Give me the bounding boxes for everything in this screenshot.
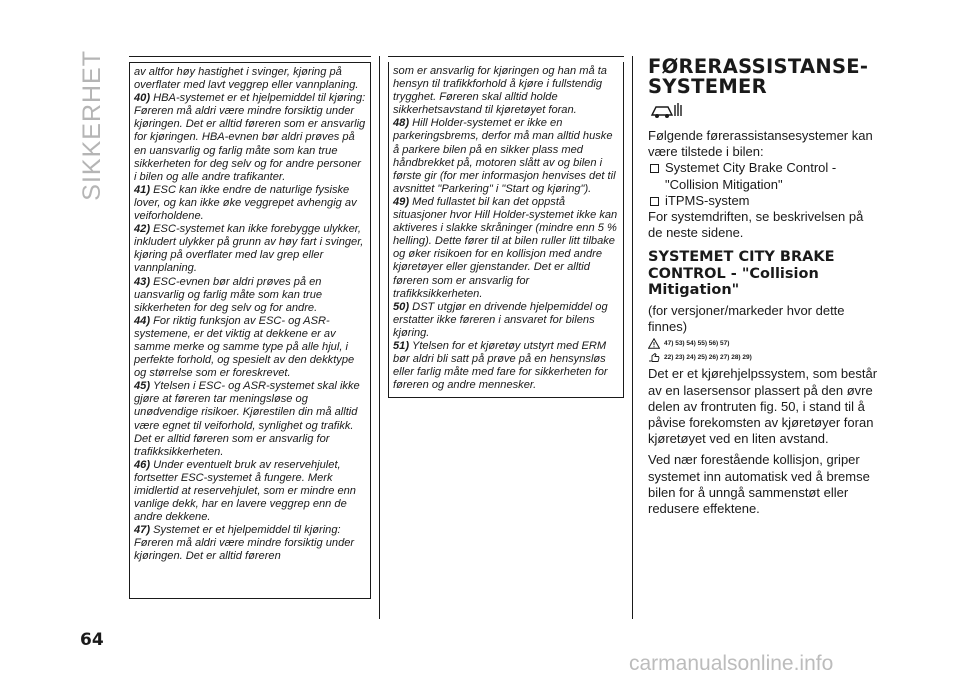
warning-text: av altfor høy hastighet i svinger, kjøring på overflater med lavt veggrep eller vannplaning. <box>134 66 359 92</box>
warning-item <box>393 301 619 340</box>
warning-text: HBA-systemet er et hjelpemiddel til kjøring: Føreren må aldri være mindre forsiktig under kjøringen. Det er alltid føreren som er ansvarlig for kjøringen. HBA-evnen bør aldri prøves på en uansvarlig og farlig måte som kan true sikkerheten for deg selv og for andre personer i bilen og alle andre trafikanter. <box>134 92 366 183</box>
main-column <box>648 57 880 517</box>
warning-item <box>134 276 366 315</box>
warning-number: 48) <box>393 117 410 130</box>
top-rule-col2 <box>388 56 624 57</box>
note-references: 22) 23) 24) 25) 26) 27) 28) 29) <box>664 354 752 362</box>
bullet-item: Systemet City Brake Control - "Collision Mitigation" <box>648 160 880 192</box>
page-number: 64 <box>80 630 104 650</box>
warning-item <box>134 459 366 524</box>
bullet-item: iTPMS-system <box>648 193 880 209</box>
warning-number: 41) <box>134 183 151 196</box>
warning-refs-row <box>648 338 880 349</box>
availability-note: (for versjoner/markeder hvor dette finnes) <box>648 302 845 335</box>
watermark: carmanualsonline.info <box>629 652 834 675</box>
warning-text: Systemet er et hjelpemiddel til kjøring: Føreren må aldri være mindre forsiktig under kjøringen. Det er alltid føreren <box>134 524 355 563</box>
warning-number: 47) <box>134 524 151 537</box>
warning-triangle-icon <box>648 338 660 349</box>
description-text: For systemdriften, se beskrivelsen på de neste sidene. <box>648 209 864 241</box>
warning-number: 44) <box>134 314 151 327</box>
system-description: Det er et kjørehjelpssystem, som består av en lasersensor plassert på den øvre delen av frontruten fig. 50, i stand til å påvise forekomsten av kjøretøyer foran kjøretøyet ved en liten avstand. <box>648 366 878 447</box>
warning-item <box>393 340 619 392</box>
warning-text: Hill Holder-systemet er ikke en parkeringsbrems, derfor må man alltid huske å parkere bilen på en sikker plass med håndbrekket på, motoren slått av og bilen i første gir (for mer informasjon henvises det til avsnittet "Parkering" i "Start og kjøring"). <box>393 117 616 195</box>
warning-item <box>134 380 366 459</box>
intro-text: Følgende førerassistansesystemer kan være tilstede i bilen: <box>648 128 873 160</box>
warning-text: For riktig funksjon av ESC- og ASR-systemene, er det viktig at dekkene er av samme merke og samme type på alle hjul, i perfekte forhold, og spesielt av den dekktype og størrelse som er foreskrevet. <box>134 314 355 380</box>
warning-text: Ytelsen for et kjøretøy utstyrt med ERM bør aldri bli satt på prøve på en hensynsløs eller farlig måte med fare for sikkerheten for føreren og andre mennesker. <box>393 339 608 392</box>
subsection-heading: SYSTEMET CITY BRAKE CONTROL - "Collision Mitigation" <box>648 249 835 299</box>
top-rule-col1 <box>129 56 371 57</box>
warning-item <box>134 92 366 184</box>
warning-text: ESC-systemet kan ikke forebygge ulykker, inkludert ulykker på grunn av høy fart i svinger, kjøring på overflater med lav grep eller vannplaning. <box>134 223 364 275</box>
warning-text: DST utgjør en drivende hjelpemiddel og erstatter ikke føreren i ansvaret for bilens kjøring. <box>393 300 608 339</box>
warning-item <box>134 524 366 563</box>
warning-number: 43) <box>134 275 151 288</box>
warning-number: 46) <box>134 458 151 471</box>
warning-box-1 <box>129 62 371 599</box>
warning-item <box>134 66 366 92</box>
warning-number: 42) <box>134 223 151 236</box>
driver-assist-icon <box>648 101 880 124</box>
warning-item <box>134 315 366 380</box>
section-tab: SIKKERHET <box>78 50 106 201</box>
section-heading: FØRERASSISTANSE-SYSTEMER <box>648 55 869 98</box>
warning-text: ESC-evnen bør aldri prøves på en uansvarlig og farlig måte som kan true sikkerheten for deg selv og for andre. <box>134 275 323 314</box>
warning-number: 45) <box>134 380 151 393</box>
warning-text: som er ansvarlig for kjøringen og han må ta hensyn til trafikkforhold å kjøre i fullstendig trygghet. Føreren skal alltid holde sikkerhetsavstand til kjøretøyet foran. <box>393 65 607 117</box>
warning-item <box>134 223 366 275</box>
warning-item <box>393 117 619 196</box>
warning-number: 51) <box>393 339 410 352</box>
warning-column-1 <box>129 62 371 599</box>
column-divider-1 <box>379 56 380 619</box>
column-divider-2 <box>632 56 633 619</box>
warning-item <box>393 196 619 301</box>
note-refs-row <box>648 352 880 363</box>
warning-number: 50) <box>393 300 410 313</box>
warning-text: Ytelsen i ESC- og ASR-systemet skal ikke gjøre at føreren tar meningsløse og unødvendige risikoer. Kjørestilen din må alltid være egnet til veiforhold, synlighet og trafikk. Det er alltid føreren som er ansvarlig for trafikksikkerheten. <box>134 380 360 458</box>
warning-references: 47) 53) 54) 55) 56) 57) <box>664 340 730 348</box>
warning-column-2 <box>388 62 624 398</box>
warning-text: Med fullastet bil kan det oppstå situasjoner hvor Hill Holder-systemet ikke kan aktiveres i slakke skråninger (mindre enn 5 % helling). Dette fører til at bilen ruller litt tilbake og øker risikoen for en kollisjon med andre kjøretøyer eller gjenstander. Det er alltid føreren som er ansvarlig for trafikksikkerheten. <box>393 195 618 300</box>
system-behavior: Ved nær forestående kollisjon, griper systemet inn automatisk ved å bremse bilen for å unngå sammenstøt eller redusere effektene. <box>648 452 870 516</box>
warning-item <box>134 184 366 223</box>
checkbox-bullet-icon <box>650 197 659 206</box>
warning-number: 49) <box>393 195 410 208</box>
warning-text: Under eventuelt bruk av reservehjulet, fortsetter ESC-systemet å fungere. Merk imidlertid at reservehjulet, som er mindre enn vanlige dekk, har en lavere veggrep enn de andre dekkene. <box>134 458 356 524</box>
warning-number: 40) <box>134 92 151 105</box>
warning-item <box>393 65 619 117</box>
warning-box-2 <box>388 62 624 398</box>
warning-text: ESC kan ikke endre de naturlige fysiske lover, og kan ikke øke veggrepet avhengig av veiforholdene. <box>134 183 357 223</box>
note-hand-icon <box>648 352 660 363</box>
checkbox-bullet-icon <box>650 164 659 173</box>
